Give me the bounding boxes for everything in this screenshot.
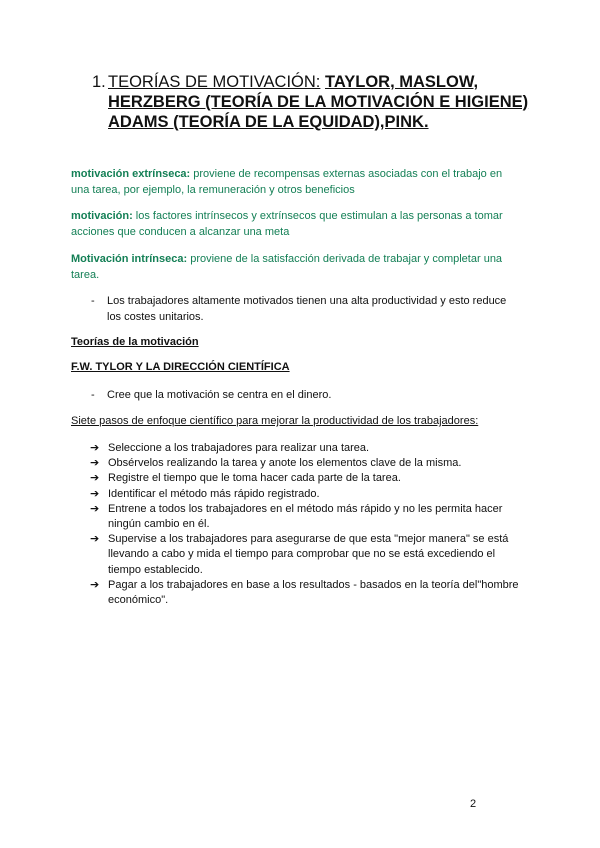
definition-term: Motivación intrínseca: (71, 253, 188, 265)
arrow-icon: ➔ (90, 472, 100, 485)
heading-number: 1. (92, 73, 106, 91)
dash-list-item (91, 388, 521, 404)
dash-marker: - (91, 295, 95, 307)
heading-title-bold: TAYLOR, MASLOW, HERZBERG (TEORÍA DE LA MOTIVACIÓN E HIGIENE) ADAMS (TEORÍA DE LA EQUIDAD),PINK. (108, 73, 529, 131)
steps-list (90, 441, 530, 608)
definition-intrinsic (71, 252, 521, 283)
list-item: ➔ Identificar el método más rápido registrado. (90, 487, 530, 502)
dash-item-text: Los trabajadores altamente motivados tienen una alta productividad y esto reduce los costes unitarios. (107, 295, 507, 323)
section-title: Teorías de la motivación (71, 336, 199, 348)
list-item: ➔ Seleccione a los trabajadores para realizar una tarea. (90, 441, 530, 456)
arrow-icon: ➔ (90, 578, 100, 591)
steps-intro: Siete pasos de enfoque científico para mejorar la productividad de los trabajadores: (71, 415, 479, 427)
dash-marker: - (91, 389, 95, 401)
arrow-icon: ➔ (90, 502, 100, 515)
dash-item-text: Cree que la motivación se centra en el dinero. (107, 389, 332, 401)
list-item: ➔ Registre el tiempo que le toma hacer cada parte de la tarea. (90, 471, 530, 486)
definition-text: los factores intrínsecos y extrínsecos que estimulan a las personas a tomar acciones que conducen a alcanzar una meta (71, 210, 503, 238)
list-item: ➔ Obsérvelos realizando la tarea y anote los elementos clave de la misma. (90, 456, 530, 471)
arrow-icon: ➔ (90, 487, 100, 500)
definition-text: proviene de la satisfacción derivada de trabajar y completar una tarea. (71, 253, 503, 281)
definition-extrinsic (71, 167, 521, 198)
list-item: ➔ Supervise a los trabajadores para asegurarse de que esta "mejor manera" se está llevando a cabo y mida el tiempo para comprobar que no se está excediendo el tiempo establecido. (90, 533, 509, 576)
page-heading (92, 72, 532, 132)
arrow-icon: ➔ (90, 442, 100, 454)
arrow-icon: ➔ (90, 533, 100, 546)
list-item: ➔ Entrene a todos los trabajadores en el método más rápido y no les permita hacer ningún cambio en él. (90, 502, 503, 531)
definition-term: motivación extrínseca: (71, 168, 191, 180)
definition-text: proviene de recompensas externas asociadas con el trabajo en una tarea, por ejemplo, la remuneración y otros beneficios (71, 168, 503, 196)
subsection-title: F.W. TYLOR Y LA DIRECCIÓN CIENTÍFICA (71, 361, 290, 373)
dash-list-item (91, 294, 521, 325)
definition-motivation (71, 209, 521, 240)
heading-title-light: TEORÍAS DE MOTIVACIÓN: (108, 73, 321, 91)
list-item: ➔ Pagar a los trabajadores en base a los resultados - basados en la teoría del"hombre económico". (90, 578, 519, 607)
definition-term: motivación: (71, 210, 133, 222)
page-number: 2 (470, 798, 477, 810)
arrow-icon: ➔ (90, 457, 100, 470)
